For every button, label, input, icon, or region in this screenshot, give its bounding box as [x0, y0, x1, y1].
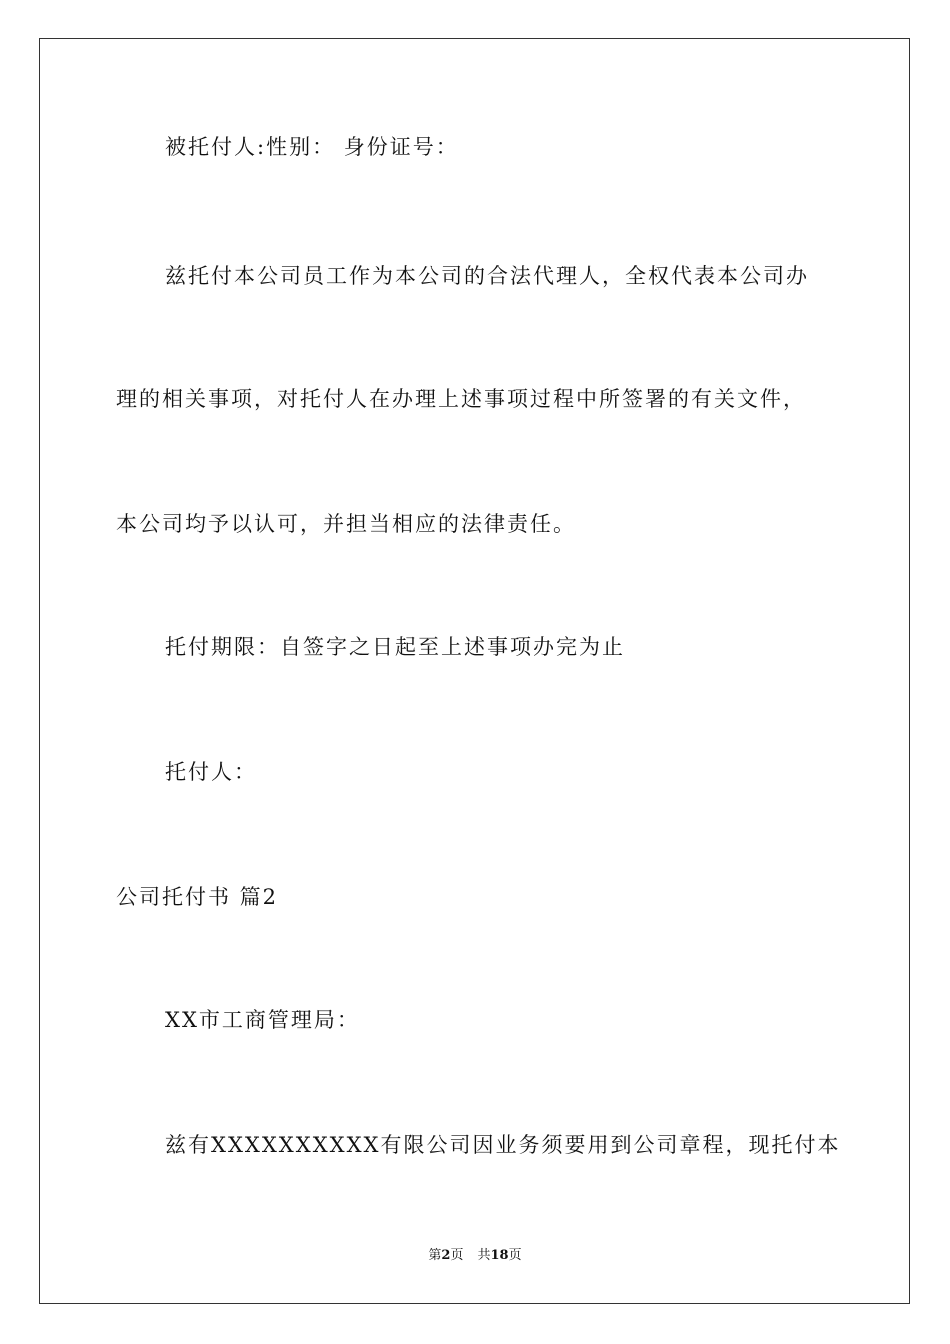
section-heading: 公司托付书 篇2 — [116, 885, 279, 909]
footer-total-pages: 18 — [490, 1248, 509, 1263]
footer-total-prefix: 共 — [477, 1248, 491, 1263]
page-footer — [0, 1247, 950, 1265]
footer-page-number: 2 — [441, 1248, 451, 1263]
footer-total-suffix: 页 — [508, 1248, 522, 1263]
doc-line-authorization-3: 本公司均予以认可，并担当相应的法律责任。 — [116, 512, 576, 536]
footer-prefix: 第 — [428, 1248, 442, 1263]
doc-line-authorization-1: 兹托付本公司员工作为本公司的合法代理人，全权代表本公司办 — [165, 264, 809, 288]
doc-line-term: 托付期限：自签字之日起至上述事项办完为止 — [165, 635, 625, 659]
doc-line-request: 兹有XXXXXXXXXX有限公司因业务须要用到公司章程，现托付本 — [165, 1133, 841, 1157]
doc-line-authorization-2: 理的相关事项，对托付人在办理上述事项过程中所签署的有关文件， — [116, 387, 806, 411]
page-border — [39, 38, 910, 1304]
doc-line-agent-info: 被托付人:性别： 身份证号： — [165, 135, 459, 159]
doc-line-principal: 托付人： — [165, 760, 257, 784]
footer-page-suffix: 页 — [450, 1248, 464, 1263]
doc-line-addressee: XX市工商管理局： — [165, 1008, 360, 1032]
